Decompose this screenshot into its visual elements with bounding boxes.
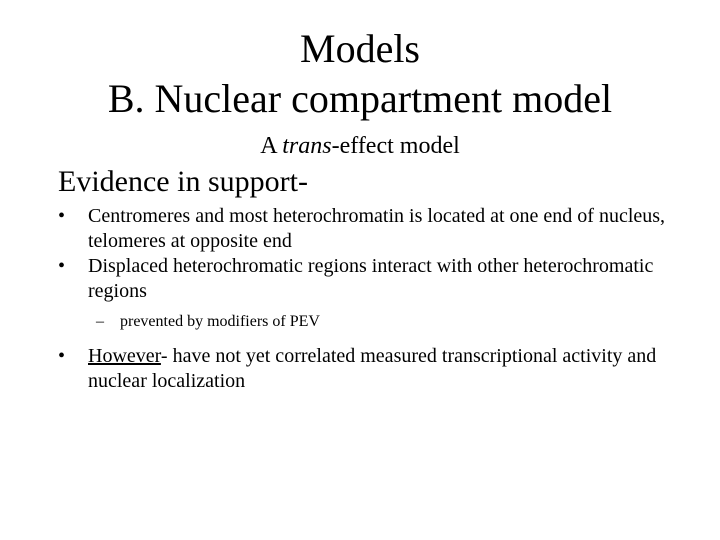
bullet-marker: • — [58, 345, 66, 367]
bullet-text: Displaced heterochromatic regions interact with other heterochromatic regions — [88, 255, 654, 302]
title-line-2: B. Nuclear compartment model — [107, 76, 613, 121]
section-heading: Evidence in support- — [58, 165, 308, 198]
sub-bullet-marker: – — [96, 313, 104, 330]
bullet-item — [58, 204, 678, 254]
bullet-text: - have not yet correlated measured transcriptional activity and nuclear localization — [88, 345, 657, 392]
bullet-item — [58, 254, 678, 304]
subtitle-italic: trans — [282, 133, 332, 159]
title-line-1: Models — [300, 26, 420, 71]
bullet-text: Centromeres and most heterochromatin is located at one end of nucleus, telomeres at opposite end — [88, 205, 666, 252]
bullet-marker: • — [58, 205, 66, 227]
subtitle-suffix: -effect model — [331, 133, 460, 159]
sub-bullet-text: prevented by modifiers of PEV — [120, 313, 320, 330]
bullet-marker: • — [58, 255, 66, 277]
sub-bullet-item — [58, 312, 678, 332]
bullet-list — [58, 204, 678, 394]
slide-title — [0, 24, 720, 124]
subtitle — [0, 131, 720, 161]
bullet-item — [58, 344, 678, 394]
bullet-underlined-word: However — [88, 345, 161, 367]
subtitle-prefix: A — [260, 133, 283, 159]
